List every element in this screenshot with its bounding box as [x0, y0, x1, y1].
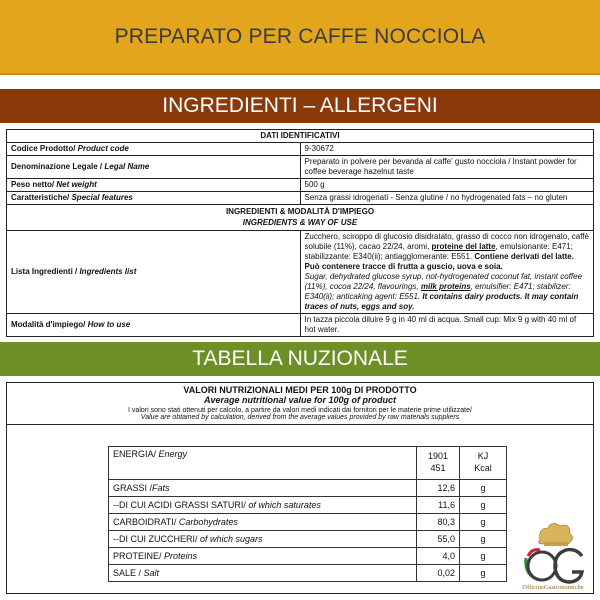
row-value: In tazza piccola diluire 9 g in 40 ml di acqua. Small cup: Mix 9 g with 40 ml of hot water.: [300, 314, 594, 337]
ingredients-section-subtitle: INGREDIENTS & WAY OF USE: [7, 217, 594, 231]
row-unit: g: [460, 514, 507, 531]
nutrition-section-title: TABELLA NUZIONALE: [192, 347, 408, 370]
allergen-highlight: milk proteins: [420, 282, 471, 291]
table-row: [7, 143, 594, 156]
row-label: CARBOIDRATI/ Carbohydrates: [109, 514, 417, 531]
row-value: 55,0: [417, 531, 460, 548]
row-label: Codice Prodotto/ Product code: [7, 143, 301, 156]
row-unit: g: [460, 531, 507, 548]
row-value: 80,3: [417, 514, 460, 531]
energy-units: KJ Kcal: [460, 447, 507, 480]
nutrition-note: I valori sono stati ottenuti per calcolo, a partire da valori medi indicati dai fornitori per le materie prime utilizzate/: [128, 407, 472, 414]
nutrition-box: [6, 382, 594, 594]
row-label: --DI CUI ACIDI GRASSI SATURI/ of which saturates: [109, 497, 417, 514]
ingredients-section-title: INGREDIENTI & MODALITÀ D'IMPIEGO: [7, 205, 594, 218]
table-row: [109, 548, 507, 565]
row-unit: g: [460, 565, 507, 582]
table-row: [7, 231, 594, 314]
row-value: 4,0: [417, 548, 460, 565]
allergens-section-band: [0, 89, 600, 123]
table-row: [109, 497, 507, 514]
nutrition-table: [108, 446, 507, 582]
row-value: Preparato in polvere per bevanda al caffe' gusto nocciola / Instant powder for coffee beverage hazelnut taste: [300, 156, 594, 179]
logo-text: OfficineGastronomiche: [522, 584, 584, 591]
table-row: [7, 314, 594, 337]
row-label: ENERGIA/ Energy: [109, 447, 417, 480]
table-row: [109, 514, 507, 531]
table-row: [109, 531, 507, 548]
nutrition-subtitle: Average nutritional value for 100g of product: [203, 395, 397, 405]
ident-section-title: DATI IDENTIFICATIVI: [7, 130, 594, 143]
table-row: [109, 480, 507, 497]
row-value: 500 g: [300, 179, 594, 192]
allergen-highlight: proteine del latte: [431, 242, 496, 251]
energy-values: 1901 451: [417, 447, 460, 480]
row-label: GRASSI /Fats: [109, 480, 417, 497]
identification-table: [6, 129, 594, 337]
table-row: [7, 179, 594, 192]
row-label: Modalità d'impiego/ How to use: [7, 314, 301, 337]
table-row: [109, 447, 507, 480]
row-value: 0,02: [417, 565, 460, 582]
ingredients-text: Zucchero, sciroppo di glucosio disidratato, grasso di cocco non idrogenato, caffè solubile (11%), cacao 22/24, aromi, proteine del latte, emulsionante: E471; stabilizzante: E340(ii); antiagglomerante: E551. Contiene derivati del latte. Può contenere tracce di frutta a guscio, uova e soia. Sugar, dehydrated glucose syrup, not-hydrogenated coconut fat, instant coffee (11%), cocoa 22/24, flavourings, milk proteins, emulsifier: E471; stabilizer: E340(ii); anticaking agent: E551. It contains dairy products. It may contain traces of nuts, eggs and soy.: [300, 231, 594, 314]
row-value: 9-30672: [300, 143, 594, 156]
row-value: 11,6: [417, 497, 460, 514]
row-label: SALE / Salt: [109, 565, 417, 582]
table-row: [109, 565, 507, 582]
nutrition-section-band: [0, 342, 600, 376]
row-label: Denominazione Legale / Legal Name: [7, 156, 301, 179]
nutrition-note-en: Value are obtained by calculation, derived from the average values provided by raw materials suppliers: [140, 414, 460, 421]
page-title-band: [0, 0, 600, 75]
row-unit: g: [460, 497, 507, 514]
row-label: Peso netto/ Net weight: [7, 179, 301, 192]
row-label: Caratteristiche/ Special features: [7, 192, 301, 205]
page-title: PREPARATO PER CAFFE NOCCIOLA: [114, 24, 486, 48]
row-unit: g: [460, 548, 507, 565]
row-unit: g: [460, 480, 507, 497]
row-label: --DI CUI ZUCCHERI/ of which sugars: [109, 531, 417, 548]
row-label: Lista Ingredienti / Ingredients list: [7, 231, 301, 314]
allergens-section-title: INGREDIENTI – ALLERGENI: [162, 94, 438, 117]
table-row: [7, 192, 594, 205]
nutrition-title: VALORI NUTRIZIONALI MEDI PER 100g DI PRODOTTO: [183, 385, 417, 395]
table-row: [7, 156, 594, 179]
row-value: 12,6: [417, 480, 460, 497]
row-value: Senza grassi idrogenati - Senza glutine / no hydrogenated fats – no gluten: [300, 192, 594, 205]
nutrition-header: [7, 383, 593, 425]
row-label: PROTEINE/ Proteins: [109, 548, 417, 565]
